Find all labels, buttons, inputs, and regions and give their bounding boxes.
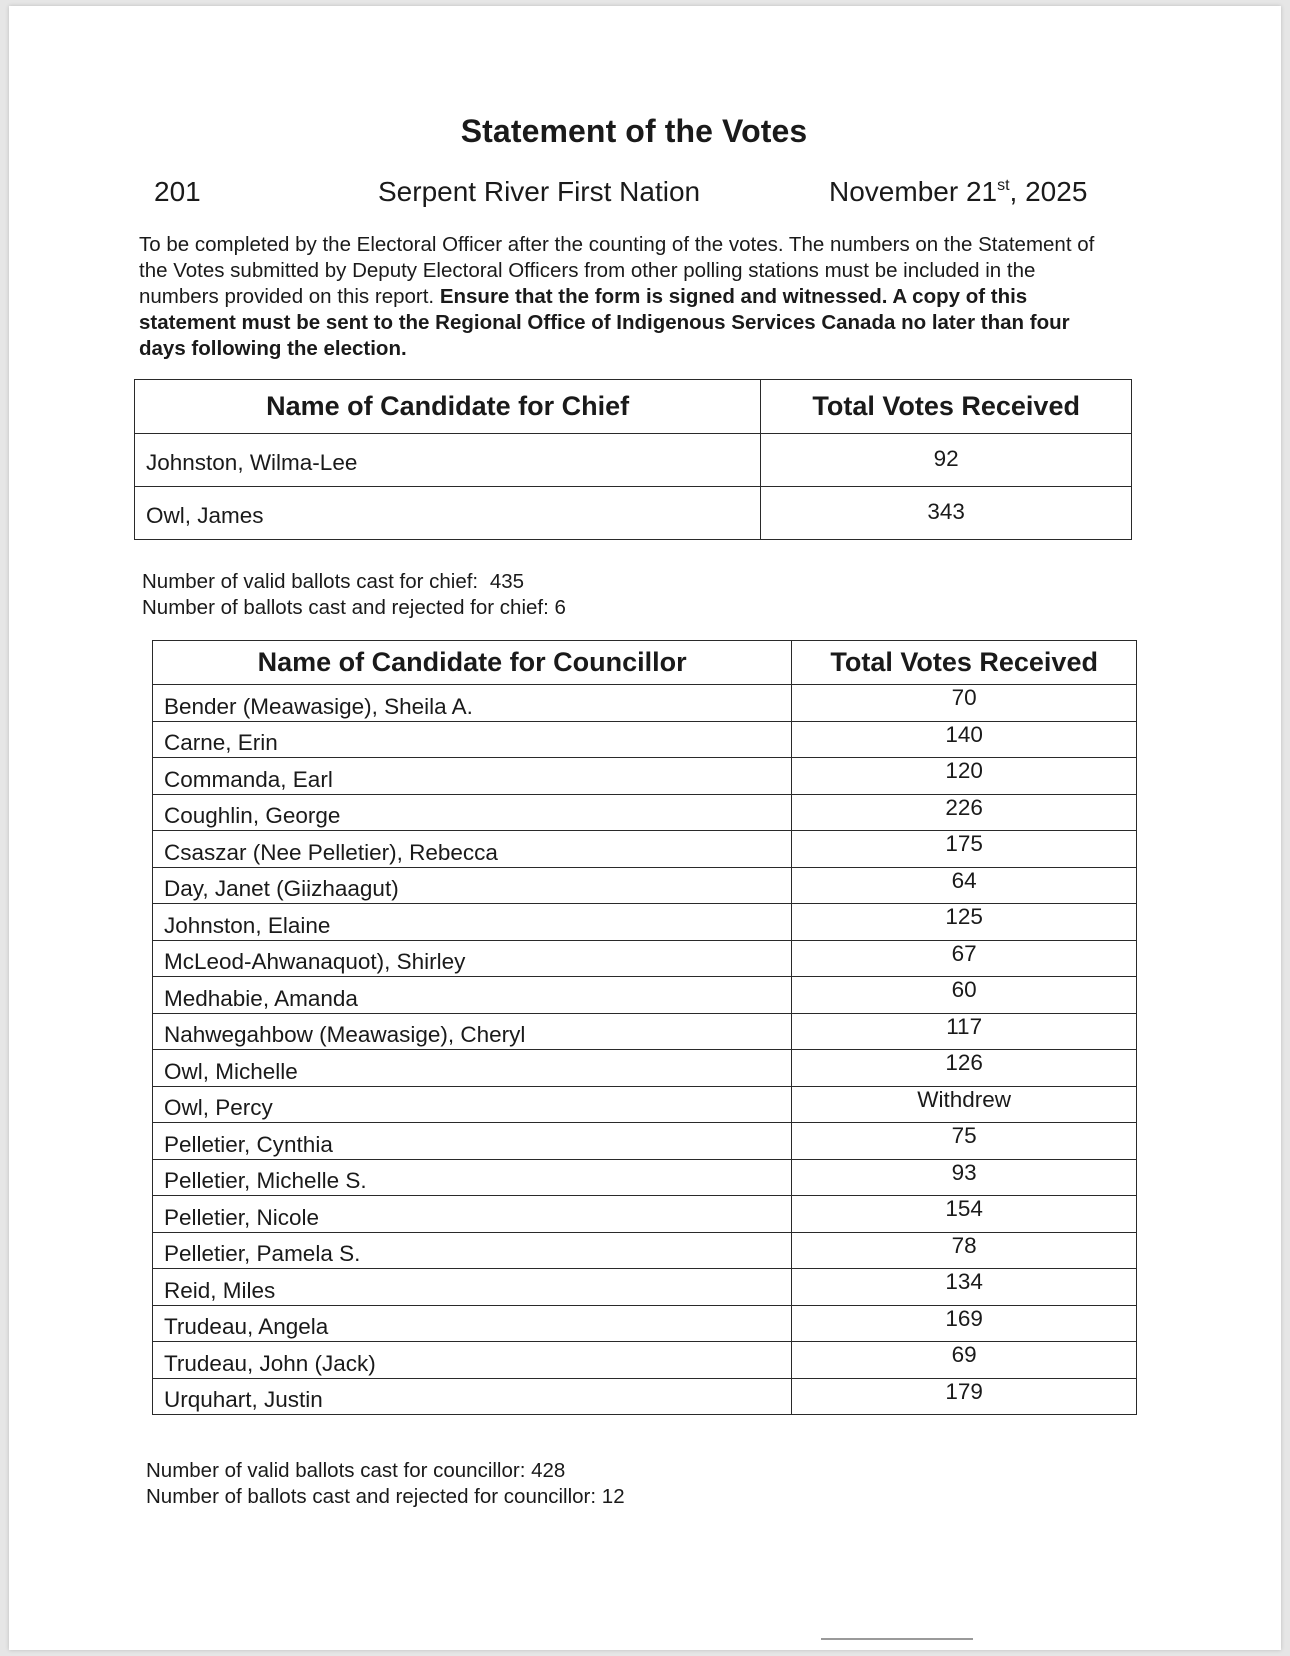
councillor-candidate-row xyxy=(153,1196,1137,1233)
instructions-paragraph xyxy=(139,232,1099,362)
vote-count: 134 xyxy=(792,1269,1137,1306)
vote-count: 125 xyxy=(792,904,1137,941)
chief-results-table xyxy=(134,379,1132,540)
vote-count: 179 xyxy=(792,1378,1137,1415)
vote-count: 175 xyxy=(792,831,1137,868)
councillor-candidate-row xyxy=(153,1378,1137,1415)
chief-rejected-ballots xyxy=(142,595,566,621)
chief-candidate-row xyxy=(135,487,1132,540)
chief-valid-ballots xyxy=(142,569,566,595)
candidate-name: Owl, James xyxy=(135,487,761,540)
candidate-name: Pelletier, Pamela S. xyxy=(153,1232,792,1269)
candidate-name: Johnston, Elaine xyxy=(153,904,792,941)
councillor-candidate-row xyxy=(153,1269,1137,1306)
document-page xyxy=(9,6,1281,1650)
candidate-name: Day, Janet (Giizhaagut) xyxy=(153,867,792,904)
chief-votes-column-header: Total Votes Received xyxy=(761,380,1132,434)
chief-valid-value: 435 xyxy=(489,570,525,593)
councillor-results-table xyxy=(152,640,1137,1415)
candidate-name: Nahwegahbow (Meawasige), Cheryl xyxy=(153,1013,792,1050)
councillor-rejected-value: 12 xyxy=(601,1485,625,1508)
councillor-rejected-label: Number of ballots cast and rejected for councillor: xyxy=(146,1485,597,1508)
vote-count: 70 xyxy=(792,685,1137,722)
councillor-candidate-row xyxy=(153,904,1137,941)
councillor-valid-label: Number of valid ballots cast for councillor: xyxy=(146,1459,526,1482)
vote-count: 169 xyxy=(792,1305,1137,1342)
vote-count: 92 xyxy=(761,434,1132,487)
councillor-candidate-row xyxy=(153,794,1137,831)
councillor-name-column-header: Name of Candidate for Councillor xyxy=(153,641,792,685)
chief-name-column-header: Name of Candidate for Chief xyxy=(135,380,761,434)
candidate-name: Csaszar (Nee Pelletier), Rebecca xyxy=(153,831,792,868)
vote-count: 226 xyxy=(792,794,1137,831)
chief-valid-label: Number of valid ballots cast for chief: xyxy=(142,570,479,593)
vote-count: Withdrew xyxy=(792,1086,1137,1123)
councillor-ballot-summary xyxy=(146,1458,625,1510)
candidate-name: Carne, Erin xyxy=(153,721,792,758)
candidate-name: Medhabie, Amanda xyxy=(153,977,792,1014)
vote-count: 78 xyxy=(792,1232,1137,1269)
councillor-candidate-row xyxy=(153,1123,1137,1160)
candidate-name: Reid, Miles xyxy=(153,1269,792,1306)
candidate-name: Bender (Meawasige), Sheila A. xyxy=(153,685,792,722)
candidate-name: Pelletier, Cynthia xyxy=(153,1123,792,1160)
councillor-candidate-row xyxy=(153,1159,1137,1196)
candidate-name: Owl, Michelle xyxy=(153,1050,792,1087)
councillor-table-header xyxy=(153,641,1137,685)
councillor-candidate-row xyxy=(153,721,1137,758)
candidate-name: Trudeau, Angela xyxy=(153,1305,792,1342)
election-date-year: , 2025 xyxy=(1009,176,1088,207)
chief-rejected-label: Number of ballots cast and rejected for chief: xyxy=(142,596,549,619)
chief-ballot-summary xyxy=(142,569,566,621)
councillor-candidate-row xyxy=(153,685,1137,722)
candidate-name: McLeod-Ahwanaquot), Shirley xyxy=(153,940,792,977)
councillor-candidate-row xyxy=(153,1050,1137,1087)
vote-count: 64 xyxy=(792,867,1137,904)
vote-count: 140 xyxy=(792,721,1137,758)
councillor-rejected-ballots xyxy=(146,1484,625,1510)
election-date-day: November 21 xyxy=(829,176,998,207)
councillor-candidate-row xyxy=(153,831,1137,868)
chief-table-header xyxy=(135,380,1132,434)
band-number: 201 xyxy=(154,176,201,207)
chief-candidate-row xyxy=(135,434,1132,487)
councillor-candidate-row xyxy=(153,977,1137,1014)
candidate-name: Pelletier, Nicole xyxy=(153,1196,792,1233)
chief-rejected-value: 6 xyxy=(554,596,566,619)
election-date-ordinal: st xyxy=(997,177,1010,194)
councillor-candidate-row xyxy=(153,867,1137,904)
candidate-name: Urquhart, Justin xyxy=(153,1378,792,1415)
candidate-name: Coughlin, George xyxy=(153,794,792,831)
vote-count: 126 xyxy=(792,1050,1137,1087)
councillor-votes-column-header: Total Votes Received xyxy=(792,641,1137,685)
vote-count: 60 xyxy=(792,977,1137,1014)
councillor-candidate-row xyxy=(153,1342,1137,1379)
candidate-name: Commanda, Earl xyxy=(153,758,792,795)
councillor-candidate-row xyxy=(153,1086,1137,1123)
vote-count: 117 xyxy=(792,1013,1137,1050)
instructions-emphasis: Ensure that the form is signed and witnessed. A copy of this statement must be sent to the Regional Office of Indigenous Services Canada no later than four days following the election. xyxy=(139,285,1070,360)
community-name: Serpent River First Nation xyxy=(378,176,701,207)
document-title: Statement of the Votes xyxy=(460,113,808,149)
vote-count: 343 xyxy=(761,487,1132,540)
candidate-name: Trudeau, John (Jack) xyxy=(153,1342,792,1379)
signature-line xyxy=(821,1638,973,1640)
vote-count: 69 xyxy=(792,1342,1137,1379)
councillor-candidate-row xyxy=(153,1232,1137,1269)
vote-count: 93 xyxy=(792,1159,1137,1196)
election-date xyxy=(829,176,1087,208)
councillor-candidate-row xyxy=(153,758,1137,795)
vote-count: 67 xyxy=(792,940,1137,977)
vote-count: 154 xyxy=(792,1196,1137,1233)
instructions-text: To be completed by the Electoral Officer after the counting of the votes. The numbers on the Statement of the Votes submitted by Deputy Electoral Officers from other polling stations must be included in the numbers provided on this report. xyxy=(139,233,1095,308)
vote-count: 120 xyxy=(792,758,1137,795)
councillor-candidate-row xyxy=(153,1013,1137,1050)
councillor-valid-value: 428 xyxy=(531,1459,566,1482)
councillor-valid-ballots xyxy=(146,1458,625,1484)
candidate-name: Owl, Percy xyxy=(153,1086,792,1123)
candidate-name: Johnston, Wilma-Lee xyxy=(135,434,761,487)
vote-count: 75 xyxy=(792,1123,1137,1160)
candidate-name: Pelletier, Michelle S. xyxy=(153,1159,792,1196)
councillor-candidate-row xyxy=(153,1305,1137,1342)
councillor-candidate-row xyxy=(153,940,1137,977)
